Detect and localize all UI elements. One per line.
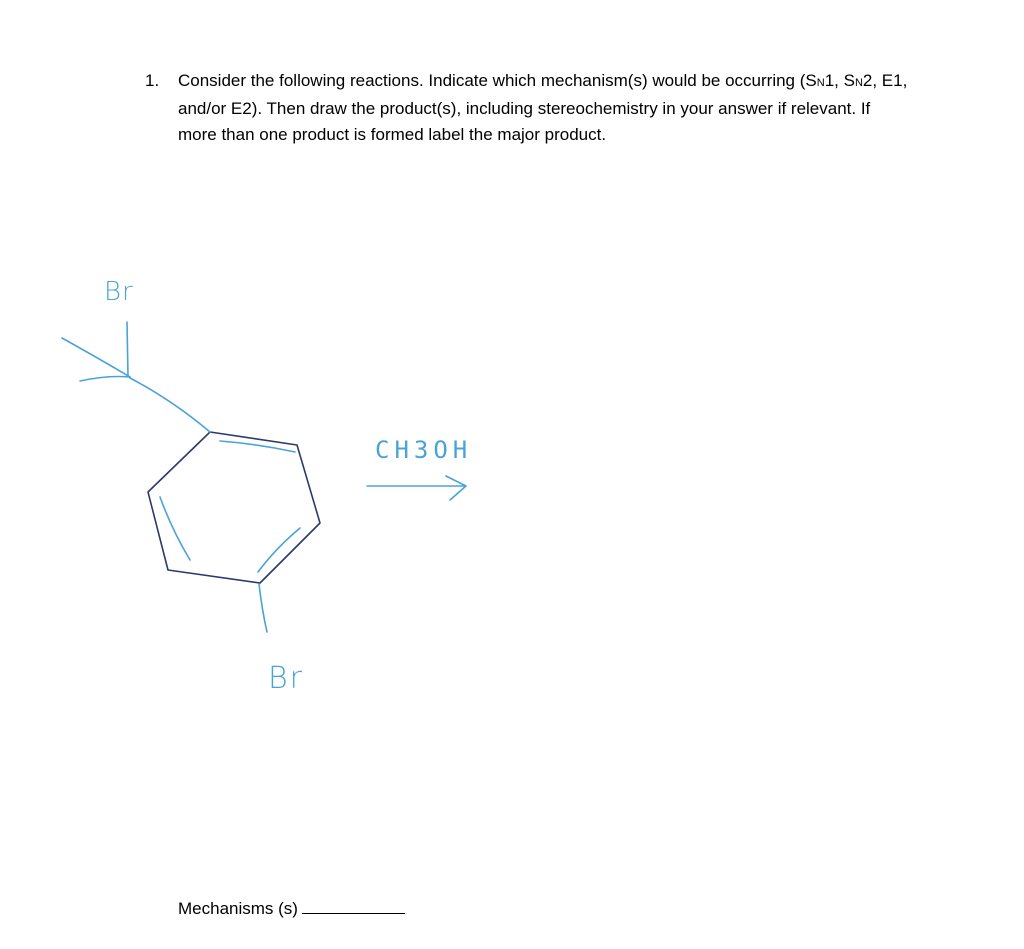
mechanisms-blank[interactable] xyxy=(302,895,405,914)
mechanisms-label: Mechanisms (s) xyxy=(178,899,298,918)
tert-butyl-arm-lower-left xyxy=(80,377,130,382)
bottom-br-label: Br xyxy=(268,661,304,696)
tert-butyl-arm-upper-left xyxy=(62,338,130,377)
benzene-ring-outline xyxy=(148,432,320,583)
tert-butyl-arm-up xyxy=(127,322,128,376)
question-line-1: Consider the following reactions. Indicate which mechanism(s) would be occurring (SN1, SN2, E1, xyxy=(178,71,908,90)
mechanisms-answer xyxy=(178,895,405,921)
top-br-label: Br xyxy=(104,277,134,307)
reagent-label: CH3OH xyxy=(375,436,473,464)
question-line-2: and/or E2). Then draw the product(s), including stereochemistry in your answer if relevant. If xyxy=(178,99,871,118)
ring-to-tert-butyl-bond xyxy=(130,378,210,432)
reaction-arrow-head xyxy=(446,476,466,500)
question-number: 1. xyxy=(145,71,160,90)
ring-to-bottom-br-bond xyxy=(259,584,267,632)
handwritten-annotations xyxy=(62,322,466,632)
inner-double-bond-left xyxy=(160,497,190,560)
question-line-3: more than one product is formed label the major product. xyxy=(178,125,607,144)
